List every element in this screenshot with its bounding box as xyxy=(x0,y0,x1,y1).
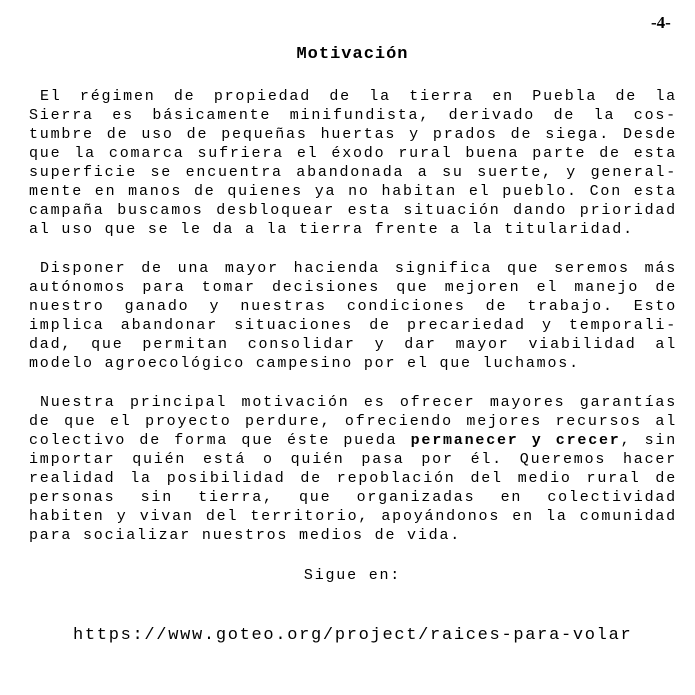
text-line: modelo agroecológico campesino por el que luchamos. xyxy=(29,355,580,372)
text-line: habiten y vivan del territorio, apoyándonos en la comunidad xyxy=(29,508,677,525)
text-line: tumbre de uso de pequeñas huertas y prados de siega. Desde xyxy=(29,126,677,143)
text-line: nuestro ganado y nuestras condiciones de trabajo. Esto xyxy=(29,298,677,315)
page-number: -4- xyxy=(651,13,671,32)
paragraph-2 xyxy=(29,259,677,373)
text-line: El régimen de propiedad de la tierra en Puebla de la xyxy=(40,88,677,105)
text-segment: colectivo de forma que éste pueda xyxy=(29,432,411,449)
text-line xyxy=(29,431,677,450)
text-line: al uso que se le da a la tierra frente a la titularidad. xyxy=(29,221,634,238)
text-line: de que el proyecto perdure, ofreciendo mejores recursos al xyxy=(29,413,677,430)
follow-label: Sigue en: xyxy=(303,567,402,584)
text-line: superficie se encuentra abandonada a su suerte, y general- xyxy=(29,164,677,181)
paragraph-1 xyxy=(29,87,677,239)
text-segment: , sin xyxy=(620,432,678,449)
text-line: mente en manos de quienes ya no habitan el pueblo. Con esta xyxy=(29,183,677,200)
text-line: Nuestra principal motivación es ofrecer mayores garantías xyxy=(40,394,677,411)
text-line: Sierra es básicamente minifundista, derivado de la cos- xyxy=(29,107,677,124)
text-line: Disponer de una mayor hacienda significa que seremos más xyxy=(40,260,677,277)
page-title: Motivación xyxy=(296,45,409,64)
project-url-link[interactable]: https://www.goteo.org/project/raices-para-volar xyxy=(73,626,633,645)
paragraph-3 xyxy=(29,393,677,545)
text-line: para socializar nuestros medios de vida. xyxy=(29,527,462,544)
text-line: personas sin tierra, que organizadas en colectividad xyxy=(29,489,677,506)
bold-emphasis: permanecer y crecer xyxy=(410,432,621,449)
text-line: que la comarca sufriera el éxodo rural buena parte de esta xyxy=(29,145,677,162)
text-line: autónomos para tomar decisiones que mejoren el manejo de xyxy=(29,279,677,296)
text-line: realidad la posibilidad de repoblación del medio rural de xyxy=(29,470,677,487)
text-line: dad, que permitan consolidar y dar mayor viabilidad al xyxy=(29,336,677,353)
text-line: importar quién está o quién pasa por él. Queremos hacer xyxy=(29,451,677,468)
text-line: implica abandonar situaciones de precariedad y temporali- xyxy=(29,317,677,334)
text-line: campaña buscamos desbloquear esta situación dando prioridad xyxy=(29,202,677,219)
